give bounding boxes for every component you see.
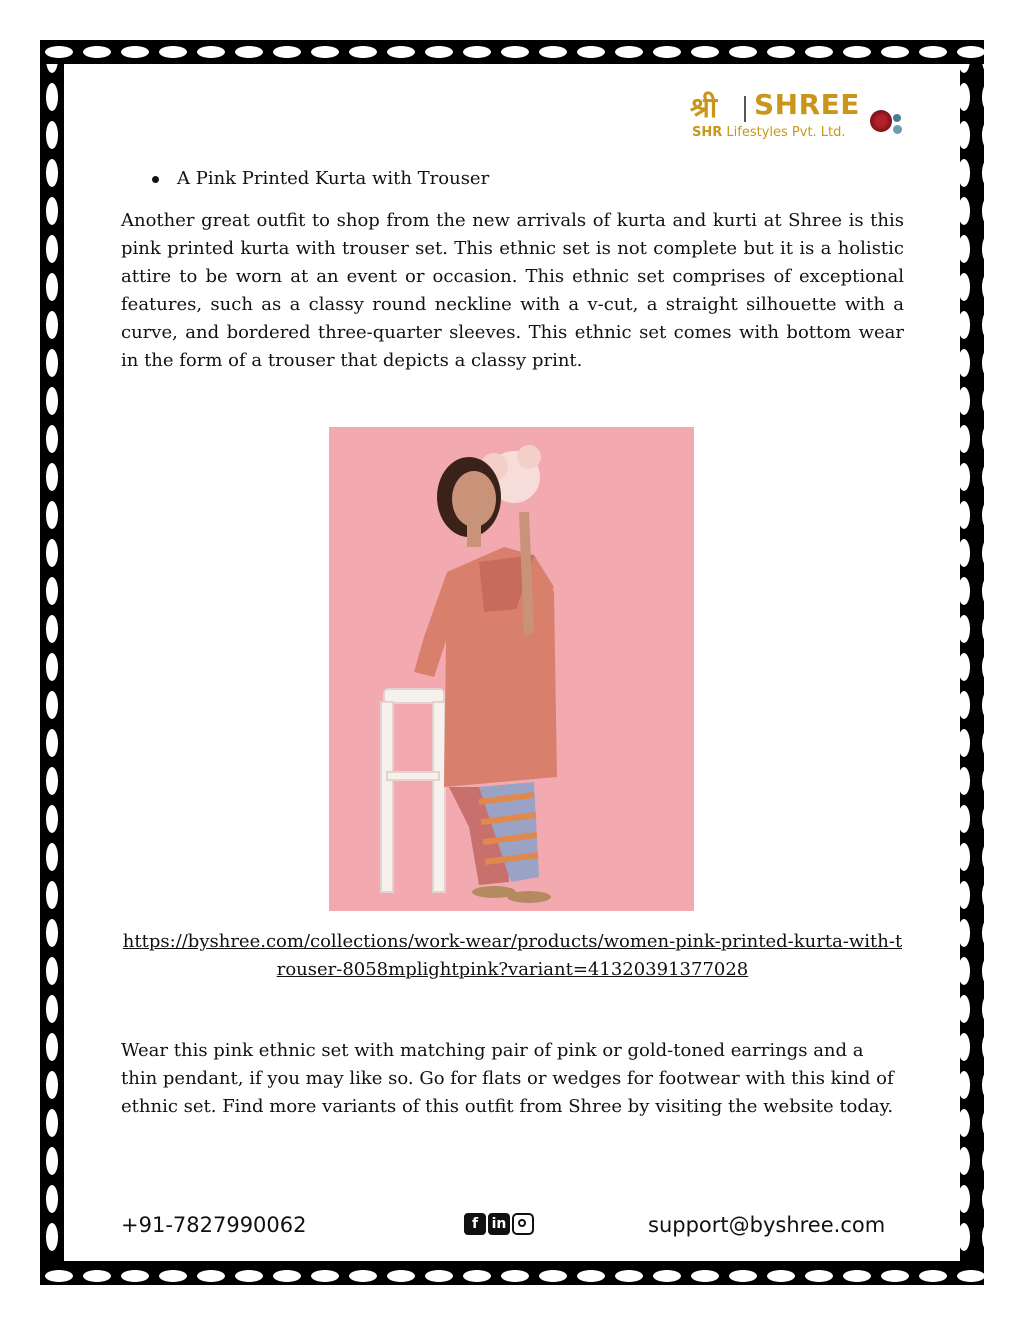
footer-email[interactable]: support@byshree.com — [648, 1213, 886, 1237]
logo-dot-icon — [893, 114, 901, 122]
intro-paragraph: Another great outfit to shop from the new arrivals of kurta and kurti at Shree is this pink printed kurta with trouser set. This ethnic set is not complete but it is a holistic attire to be worn at an event or occasion. This ethnic set comprises of exceptional features, such as a classy round neckline with a v-cut, a straight silhouette with a curve, and bordered three-quarter sleeves. This ethnic set comes with bottom wear in the form of a trouser that depicts a classy print. — [121, 210, 904, 371]
company-logo — [690, 88, 910, 148]
footer-phone[interactable]: +91-7827990062 — [121, 1213, 307, 1237]
logo-brand-name: SHREE — [754, 88, 860, 121]
logo-hindi-mark: श्री — [690, 91, 718, 124]
logo-dot-icon — [893, 125, 902, 134]
product-photo — [329, 427, 694, 911]
logo-flower-icon — [870, 110, 892, 132]
section-heading: A Pink Printed Kurta with Trouser — [152, 168, 489, 189]
social-links — [464, 1213, 534, 1237]
facebook-icon[interactable]: f — [464, 1213, 486, 1235]
styling-paragraph: Wear this pink ethnic set with matching pair of pink or gold-toned earrings and a thin pendant, if you may like so. Go for flats or wedges for footwear with this kind of ethnic set. Find more variants of this outfit from Shree by visiting the website today. — [121, 1040, 894, 1117]
product-link[interactable]: https://byshree.com/collections/work-wear/products/women-pink-printed-kurta-with-trouser-8058mplightpink?variant=41320391377028 — [122, 931, 903, 980]
bullet-icon — [152, 176, 159, 183]
instagram-icon[interactable] — [512, 1213, 534, 1235]
logo-company-name: SHR Lifestyles Pvt. Ltd. — [692, 125, 846, 140]
logo-separator — [744, 96, 746, 122]
linkedin-icon[interactable]: in — [488, 1213, 510, 1235]
